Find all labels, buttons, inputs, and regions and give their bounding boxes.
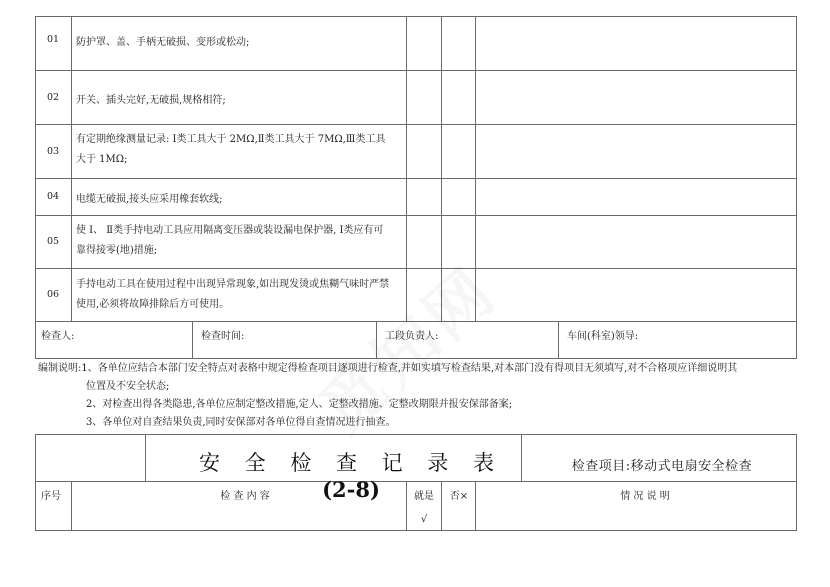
row-content (76, 221, 406, 261)
row-content-line: 手持电动工具在使用过程中出现异常现象,如出现发烫或焦糊气味时严禁 (76, 279, 390, 290)
note-line-3: 3、各单位对自查结果负责,同时安保部对各单位得自查情况进行抽查。 (86, 417, 396, 428)
column-header-number: 序号 (41, 491, 61, 502)
row-content: 电缆无破损,接头应采用橡套软线; (76, 194, 223, 205)
inspection-time-label: 检查时间: (201, 331, 245, 342)
column-header-notes: 情 况 说 明 (620, 491, 670, 502)
row-content-line: 有定期绝缘测量记录: Ⅰ类工具大于 2MΩ,Ⅱ类工具大于 7MΩ,Ⅲ类工具 (76, 134, 386, 145)
note-line-2: 2、对检查出得各类隐患,各单位应制定整改措施,定人、定整改措施、定整改期限并报安保部备案; (86, 399, 513, 410)
row-number: 04 (46, 191, 60, 202)
column-header-no: 否× (449, 491, 469, 502)
note-line-1b: 位置及不安全状态; (86, 381, 170, 392)
form-title-code: (2-8) (322, 477, 380, 502)
section-lead-label: 工段负责人: (385, 331, 439, 342)
row-number: 03 (46, 146, 60, 157)
row-number: 01 (46, 34, 60, 45)
row-content-line: 使 Ⅰ、 Ⅱ类手持电动工具应用隔离变压器或装设漏电保护器, Ⅰ类应有可 (76, 225, 384, 236)
row-content: 防护罩、盖、手柄无破损、变形或松动; (76, 37, 250, 48)
row-content (76, 275, 406, 315)
column-header-content: 检 查 内 容 (220, 491, 270, 502)
row-number: 02 (46, 92, 60, 103)
row-content: 开关、插头完好,无破损,规格相符; (76, 95, 226, 106)
record-form-header (35, 434, 797, 530)
row-content-line: 靠得接零(地)措施; (76, 245, 158, 256)
row-number: 06 (46, 289, 60, 300)
row-number: 05 (46, 236, 60, 247)
row-content (76, 130, 406, 170)
row-content-line: 使用,必须将故障排除后方可使用。 (76, 299, 230, 310)
form-title-main: 安 全 检 查 记 录 表 (198, 451, 504, 475)
yes-check-mark: √ (420, 514, 428, 525)
column-header-yes: 就是 (414, 491, 434, 502)
note-line-1: 编制说明:1、各单位应结合本部门安全特点对表格中规定得检查项目逐项进行检查,并如实填写检查结果,对本部门没有得项目无须填写,对不合格项应详细说明其 (38, 363, 738, 374)
workshop-lead-label: 车间(科室)领导: (567, 331, 639, 342)
inspector-label: 检查人: (41, 331, 75, 342)
row-content-line: 大于 1MΩ; (76, 154, 128, 165)
inspection-item-label: 检查项目:移动式电扇安全检查 (571, 459, 753, 474)
